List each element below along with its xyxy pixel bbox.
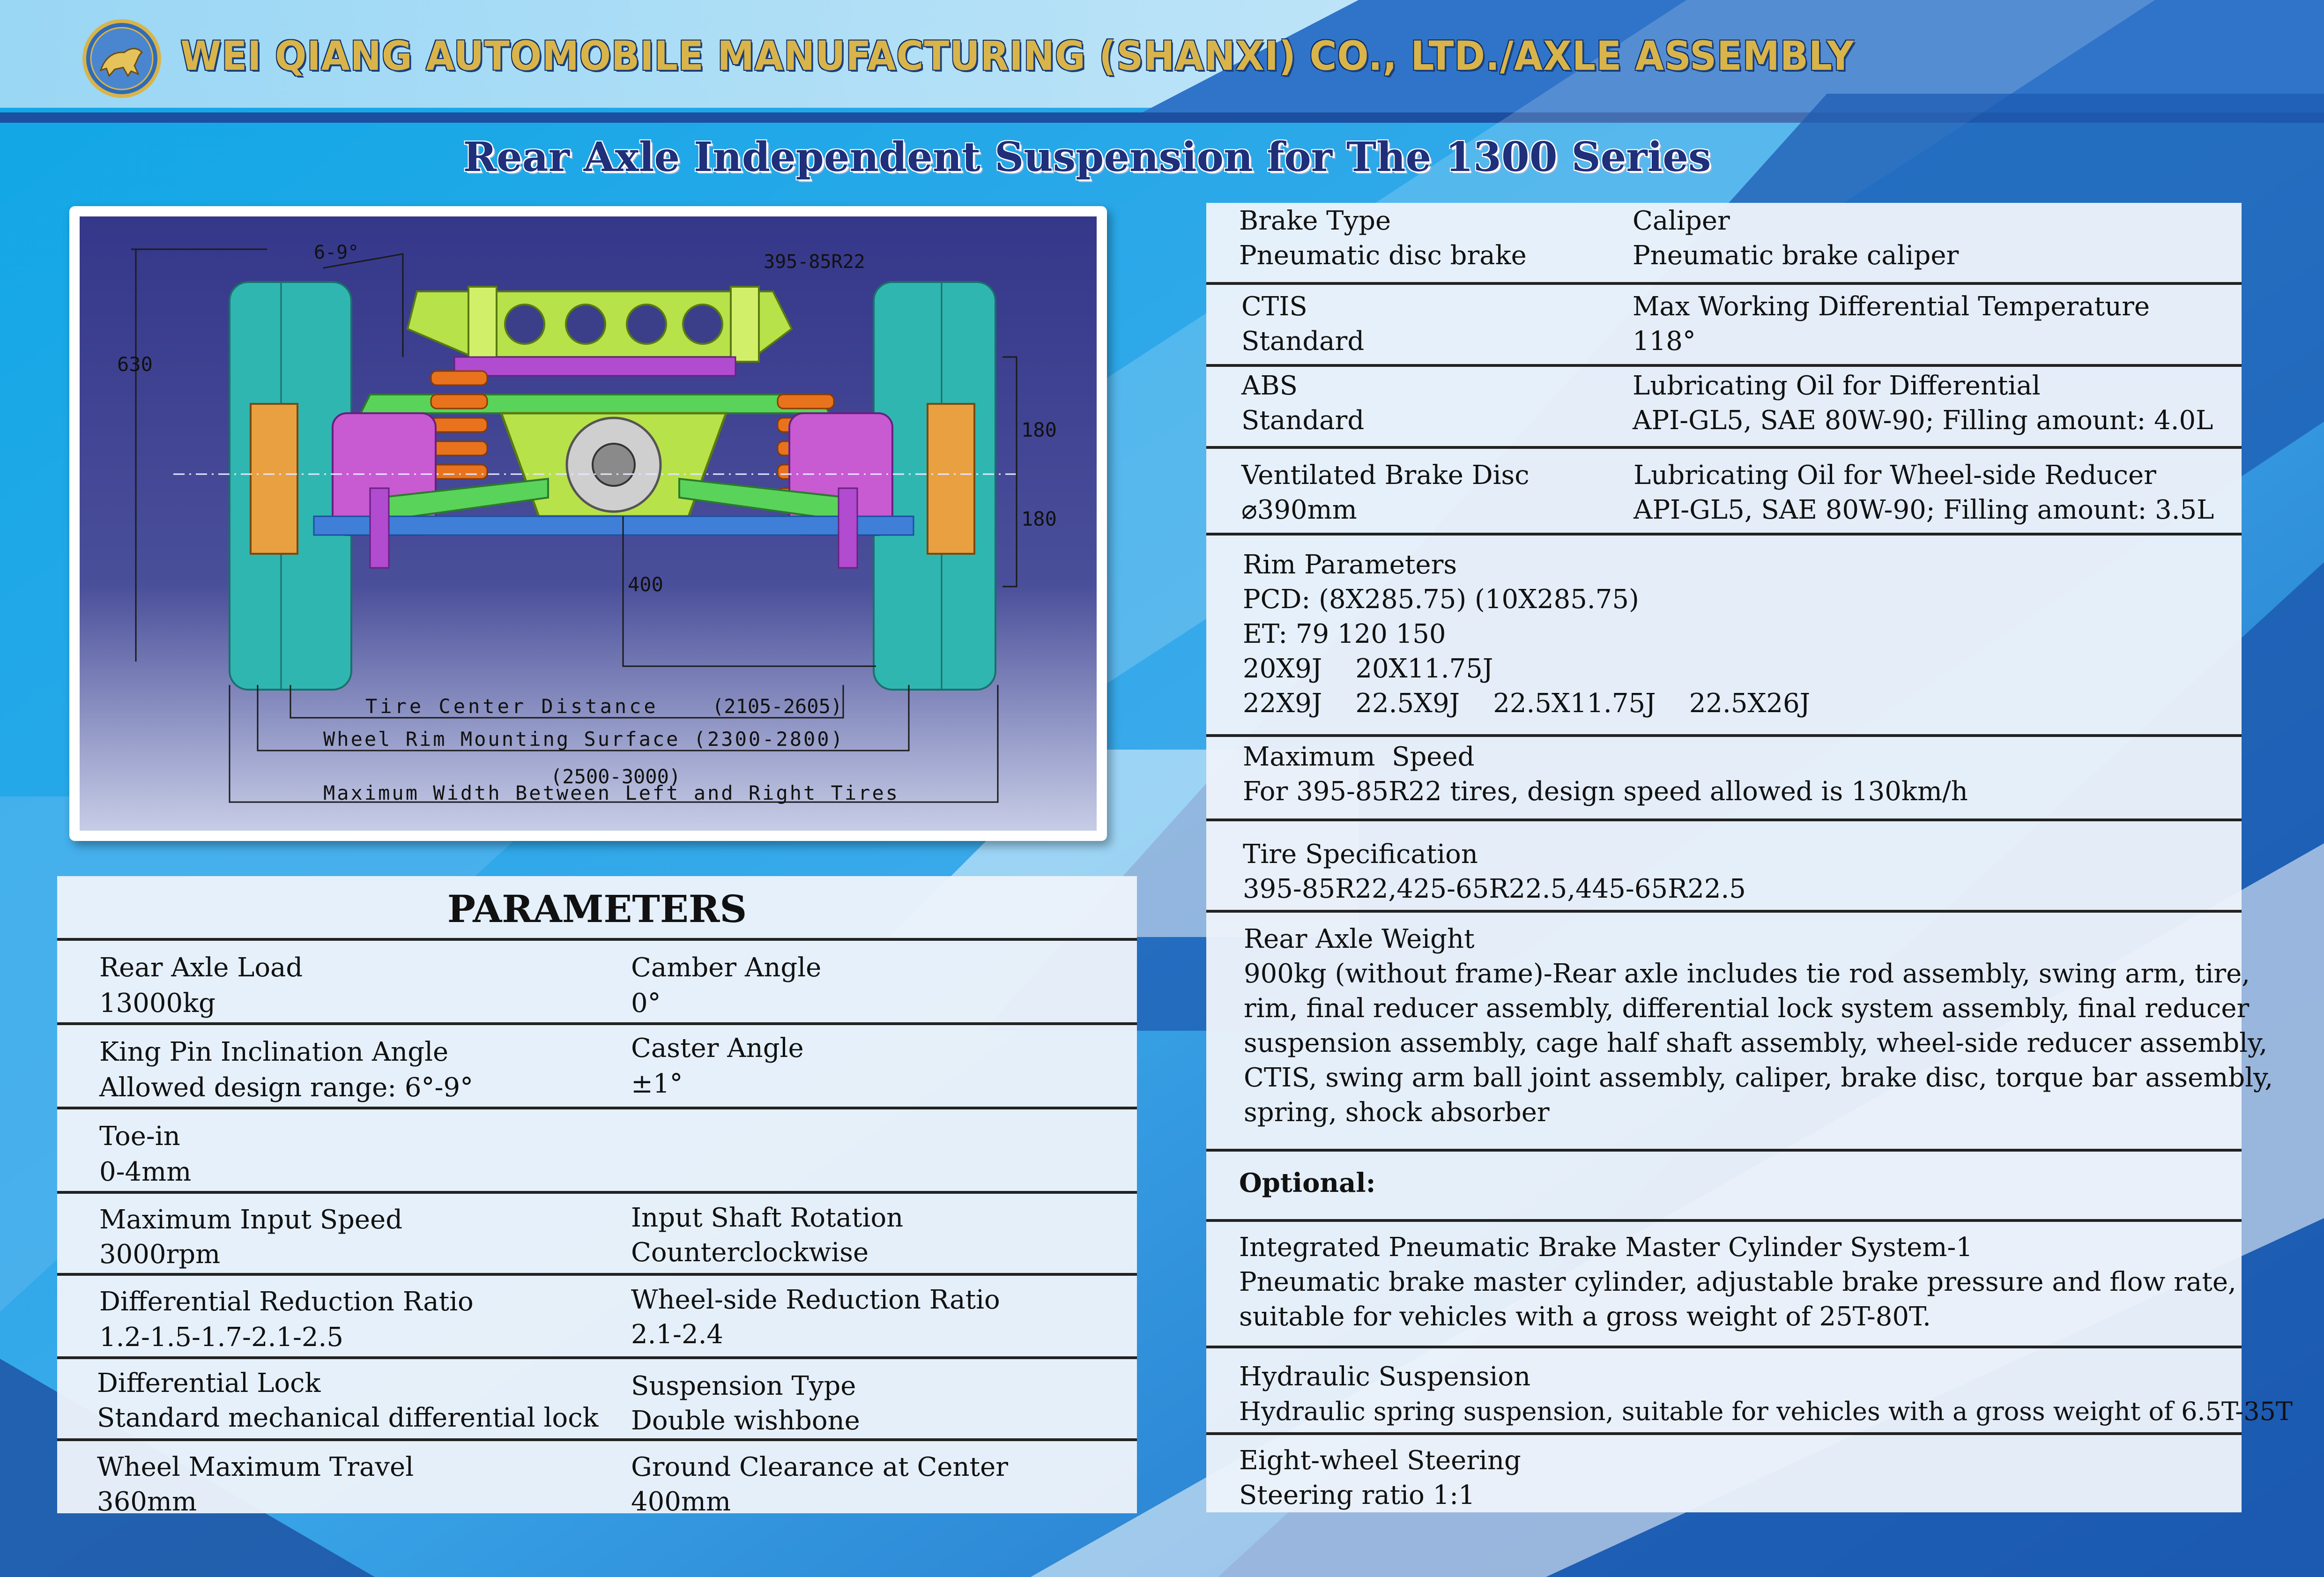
- spec-label: Lubricating Oil for Differential: [1633, 371, 2041, 401]
- spec-label: Brake Type: [1239, 206, 1391, 236]
- diagram-frame: [69, 206, 1107, 841]
- spec-label: Maximum Speed: [1243, 742, 1475, 772]
- parameters-panel: [57, 876, 1137, 1517]
- param-label: Maximum Input Speed: [99, 1205, 403, 1235]
- spec-label: CTIS: [1241, 291, 1307, 322]
- spec-row: [1206, 285, 2242, 367]
- param-value: Counterclockwise: [631, 1237, 869, 1268]
- param-value: 1.2-1.5-1.7-2.1-2.5: [99, 1322, 343, 1353]
- spec-value: PCD: (8X285.75) (10X285.75): [1243, 584, 1639, 615]
- spec-row-rim: [1206, 536, 2242, 737]
- param-row: [57, 941, 1137, 1025]
- spec-label: Tire Specification: [1243, 839, 1478, 870]
- spec-value: Standard: [1241, 405, 1365, 436]
- spec-value: ⌀390mm: [1241, 495, 1357, 525]
- param-row: [57, 1025, 1137, 1109]
- spec-label: ABS: [1241, 371, 1298, 401]
- spec-value: For 395-85R22 tires, design speed allowed is 130km/h: [1243, 776, 1968, 807]
- spec-value: Pneumatic disc brake: [1239, 240, 1527, 271]
- dim-max-width-label: Maximum Width Between Left and Right Tires: [323, 781, 900, 804]
- param-label: Wheel Maximum Travel: [97, 1452, 414, 1482]
- axle-diagram: [80, 216, 1097, 831]
- param-label: Rear Axle Load: [99, 952, 303, 983]
- parameters-title: PARAMETERS: [447, 887, 747, 931]
- param-label: King Pin Inclination Angle: [99, 1037, 449, 1067]
- param-label: Input Shaft Rotation: [631, 1203, 904, 1233]
- spec-value: spring, shock absorber: [1244, 1097, 1550, 1128]
- param-row: [57, 1359, 1137, 1441]
- spec-row-optional-item: [1206, 1222, 2242, 1348]
- spec-label: Caliper: [1633, 206, 1730, 236]
- param-row: [57, 1109, 1137, 1194]
- spec-value: Hydraulic spring suspension, suitable for vehicles with a gross weight of 6.5T-35T: [1239, 1397, 2293, 1426]
- param-value: 3000rpm: [99, 1239, 221, 1270]
- param-label: Suspension Type: [631, 1371, 856, 1401]
- param-row: [57, 1441, 1137, 1517]
- specifications-panel: [1206, 203, 2293, 1512]
- param-label: Wheel-side Reduction Ratio: [631, 1285, 1000, 1315]
- spec-value: rim, final reducer assembly, differential lock system assembly, final reducer: [1244, 993, 2250, 1024]
- spec-row-tire: [1206, 821, 2242, 913]
- spec-value: CTIS, swing arm ball joint assembly, caliper, brake disc, torque bar assembly,: [1244, 1063, 2273, 1093]
- spec-label: Lubricating Oil for Wheel-side Reducer: [1633, 460, 2156, 491]
- spec-row-optional-item: [1206, 1435, 2242, 1512]
- spec-value: API-GL5, SAE 80W-90; Filling amount: 3.5L: [1633, 495, 2214, 525]
- param-label: Toe-in: [99, 1121, 180, 1152]
- dim-tire-size: 395-85R22: [764, 251, 865, 273]
- param-label: Caster Angle: [631, 1033, 804, 1064]
- spec-row-speed: [1206, 737, 2242, 821]
- spec-label: Integrated Pneumatic Brake Master Cylinder System-1: [1239, 1232, 1973, 1263]
- dim-180-bottom: 180: [1021, 507, 1057, 530]
- spec-value: Pneumatic brake master cylinder, adjustable brake pressure and flow rate,: [1239, 1267, 2236, 1297]
- param-label: Ground Clearance at Center: [631, 1452, 1008, 1482]
- spec-value: 118°: [1633, 326, 1696, 357]
- param-value: 13000kg: [99, 988, 215, 1019]
- spec-value: 900kg (without frame)-Rear axle includes tie rod assembly, swing arm, tire,: [1244, 959, 2250, 989]
- spec-value: suspension assembly, cage half shaft assembly, wheel-side reducer assembly,: [1244, 1028, 2268, 1058]
- dim-max-width-range: (2500-3000): [550, 765, 681, 788]
- optional-heading: Optional:: [1239, 1168, 1376, 1198]
- param-value: 0-4mm: [99, 1157, 192, 1187]
- spec-label: Ventilated Brake Disc: [1241, 460, 1530, 491]
- dim-angle: 6-9°: [314, 242, 359, 263]
- param-value: Standard mechanical differential lock: [97, 1403, 599, 1433]
- page-title: [0, 134, 2324, 181]
- spec-row: [1206, 203, 2242, 285]
- spec-row: [1206, 367, 2242, 449]
- company-name: WEI QIANG AUTOMOBILE MANUFACTURING (SHANXI) CO., LTD./AXLE ASSEMBLY: [180, 33, 1855, 80]
- dim-wheel-rim: Wheel Rim Mounting Surface (2300-2800): [323, 728, 845, 751]
- spec-label: Max Working Differential Temperature: [1633, 291, 2150, 322]
- spec-value: ET: 79 120 150: [1243, 619, 1446, 649]
- param-value: Double wishbone: [631, 1406, 860, 1436]
- spec-value: Pneumatic brake caliper: [1633, 240, 1959, 271]
- spec-value: Steering ratio 1:1: [1239, 1480, 1475, 1510]
- spec-row-weight: [1206, 913, 2273, 1152]
- dim-400: 400: [628, 573, 663, 596]
- spec-value: 22X9J 22.5X9J 22.5X11.75J 22.5X26J: [1243, 688, 1811, 719]
- dim-180-top: 180: [1021, 418, 1057, 441]
- param-value: ±1°: [631, 1069, 683, 1099]
- dim-tire-center-label: Tire Center Distance: [365, 695, 659, 718]
- param-value: 400mm: [631, 1487, 731, 1517]
- spec-row-optional: [1206, 1152, 2242, 1222]
- tiger-logo-icon: [82, 19, 162, 98]
- header: [0, 0, 2324, 122]
- param-value: 0°: [631, 988, 661, 1019]
- spec-value: suitable for vehicles with a gross weight of 25T-80T.: [1239, 1302, 1931, 1332]
- spec-label: Hydraulic Suspension: [1239, 1361, 1531, 1392]
- spec-row-optional-item: [1206, 1348, 2293, 1435]
- spec-row: [1206, 449, 2242, 536]
- param-label: Differential Lock: [97, 1368, 321, 1398]
- spec-label: Eight-wheel Steering: [1239, 1445, 1521, 1476]
- spec-label: Rim Parameters: [1243, 550, 1457, 580]
- spec-value: Standard: [1241, 326, 1365, 357]
- spec-value: 20X9J 20X11.75J: [1243, 654, 1493, 684]
- param-row: [57, 1276, 1137, 1359]
- page-title-text: Rear Axle Independent Suspension for The 1300 Series: [463, 134, 1711, 181]
- param-label: Differential Reduction Ratio: [99, 1287, 474, 1317]
- param-value: 2.1-2.4: [631, 1319, 724, 1350]
- spec-value: API-GL5, SAE 80W-90; Filling amount: 4.0L: [1633, 405, 2213, 436]
- spec-value: 395-85R22,425-65R22.5,445-65R22.5: [1243, 874, 1746, 904]
- dim-tire-center-range: (2105-2605): [712, 695, 843, 718]
- param-value: Allowed design range: 6°-9°: [99, 1072, 474, 1103]
- param-value: 360mm: [97, 1487, 197, 1517]
- dim-630: 630: [117, 353, 153, 376]
- param-label: Camber Angle: [631, 952, 822, 983]
- param-row: [57, 1194, 1137, 1276]
- spec-label: Rear Axle Weight: [1244, 924, 1475, 954]
